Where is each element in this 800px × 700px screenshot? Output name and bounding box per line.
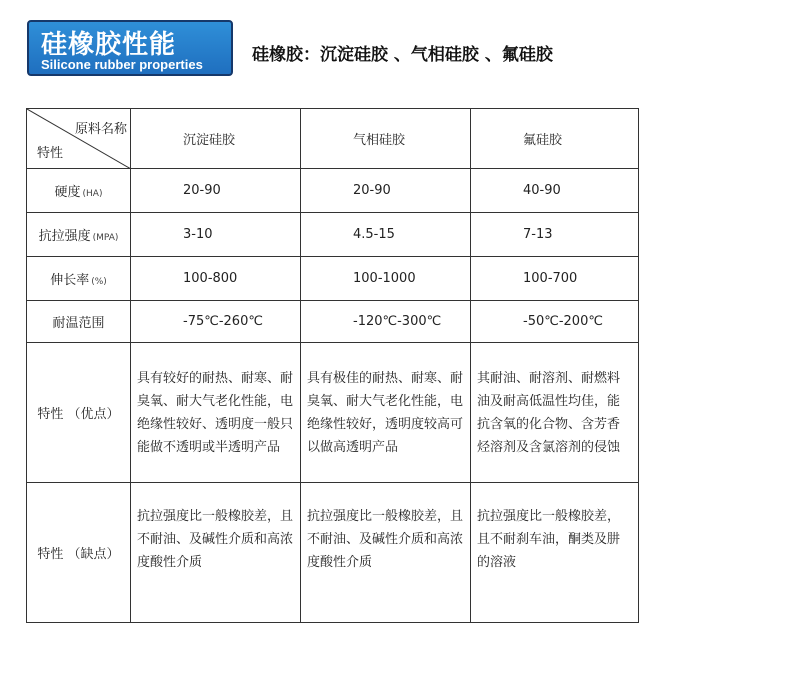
row-unit: (%) (91, 277, 107, 287)
table-row-hardness (27, 169, 639, 213)
table-cell: 20-90 (301, 169, 471, 213)
header-fluorosilicone: 氟硅胶 (471, 109, 639, 169)
title-chinese: 硅橡胶性能 (41, 30, 177, 60)
table-cell: 100-700 (471, 257, 639, 301)
table-cell: 100-800 (131, 257, 301, 301)
table-row-advantages (27, 343, 639, 483)
table-row-tensile-strength (27, 213, 639, 257)
properties-table (26, 108, 639, 623)
row-label-text: 硬度 (54, 185, 81, 200)
row-unit: (MPA) (92, 233, 119, 243)
row-label-advantages: 特性 （优点） (27, 343, 131, 483)
title-english: Silicone rubber properties (41, 57, 203, 72)
row-label (27, 257, 131, 301)
row-label-text: 抗拉强度 (38, 229, 91, 244)
table-cell: 抗拉强度比一般橡胶差，且不耐刹车油，酮类及肼的溶液 (471, 483, 639, 623)
table-cell: 100-1000 (301, 257, 471, 301)
table-row-temperature-range (27, 301, 639, 343)
table-cell: 40-90 (471, 169, 639, 213)
table-header-row (27, 109, 639, 169)
table-cell: 抗拉强度比一般橡胶差，且不耐油、及碱性介质和高浓度酸性介质 (131, 483, 301, 623)
table-cell: -50℃-200℃ (471, 301, 639, 343)
header-material-name: 原料名称 (74, 122, 127, 137)
row-label (27, 213, 131, 257)
row-unit: (HA) (82, 189, 103, 199)
table-cell: 7-13 (471, 213, 639, 257)
table-cell: 20-90 (131, 169, 301, 213)
header-property: 特性 (37, 146, 64, 161)
header-precipitated-silicone: 沉淀硅胶 (131, 109, 301, 169)
header-fumed-silicone: 气相硅胶 (301, 109, 471, 169)
table-row-elongation (27, 257, 639, 301)
table-cell: 具有较好的耐热、耐寒、耐臭氧、耐大气老化性能，电绝缘性较好、透明度一般只能做不透明或半透明产品 (131, 343, 301, 483)
diagonal-header-cell (27, 109, 131, 169)
table-cell: 其耐油、耐溶剂、耐燃料油及耐高低温性均佳，能抗含氧的化合物、含芳香烃溶剂及含氯溶剂的侵蚀 (471, 343, 639, 483)
table-cell: 具有极佳的耐热、耐寒、耐臭氧、耐大气老化性能，电绝缘性较好，透明度较高可以做高透明产品 (301, 343, 471, 483)
row-label-disadvantages: 特性 （缺点） (27, 483, 131, 623)
row-label (27, 301, 131, 343)
table-cell: 4.5-15 (301, 213, 471, 257)
row-label-text: 耐温范围 (52, 316, 105, 331)
table-cell: 3-10 (131, 213, 301, 257)
table-row-disadvantages (27, 483, 639, 623)
row-label (27, 169, 131, 213)
row-label-text: 伸长率 (50, 273, 90, 288)
table-cell: 抗拉强度比一般橡胶差，且不耐油、及碱性介质和高浓度酸性介质 (301, 483, 471, 623)
title-badge (27, 20, 233, 76)
table-cell: -75℃-260℃ (131, 301, 301, 343)
table-cell: -120℃-300℃ (301, 301, 471, 343)
subtitle: 硅橡胶：沉淀硅胶 、气相硅胶 、氟硅胶 (252, 45, 553, 65)
